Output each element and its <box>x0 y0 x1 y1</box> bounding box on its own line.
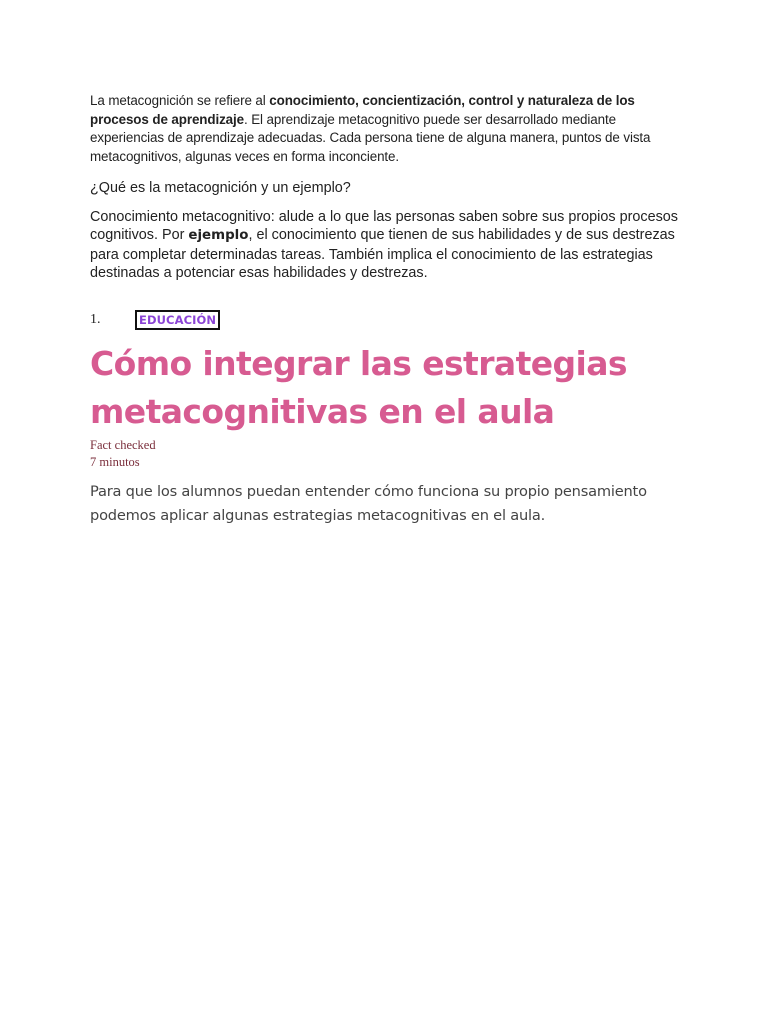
category-list-item <box>90 308 685 332</box>
intro-paragraph <box>90 92 685 166</box>
document-body <box>90 92 685 528</box>
article-title: Cómo integrar las estrategias metacognitivas en el aula <box>90 344 627 432</box>
answer-paragraph <box>90 208 685 282</box>
fact-checked-label: Fact checked <box>90 438 156 453</box>
intro-text-post: . El aprendizaje metacognitivo puede ser desarrollado mediante experiencias de aprendizaje adecuadas. Cada persona tiene de alguna manera, puntos de vista metacognitivos, algunas veces en forma inconciente. <box>90 111 651 164</box>
category-link[interactable]: EDUCACIÓN <box>135 310 220 330</box>
intro-text-pre: La metacognición se refiere al <box>90 93 270 108</box>
article-lead: Para que los alumnos puedan entender cómo funciona su propio pensamiento podemos aplicar algunas estrategias metacognitivas en el aula. <box>90 483 647 525</box>
answer-text-post: , el conocimiento que tienen de sus habilidades y de sus destrezas para completar determinadas tareas. También implica el conocimiento de las estrategias destinadas a potenciar esas habilidades y destrezas. <box>90 227 675 281</box>
answer-bold-text: ejemplo <box>188 228 249 244</box>
category-list <box>90 308 685 332</box>
category-number: 1. <box>90 312 101 328</box>
question-heading: ¿Qué es la metacognición y un ejemplo? <box>90 180 351 196</box>
answer-text-pre: Conocimiento metacognitivo: alude a lo que las personas saben sobre sus propios procesos cognitivos. Por <box>90 209 678 244</box>
read-time: 7 minutos <box>90 455 140 470</box>
intro-bold-text: conocimiento, concientización, control y naturaleza de los procesos de aprendizaje <box>90 93 635 127</box>
